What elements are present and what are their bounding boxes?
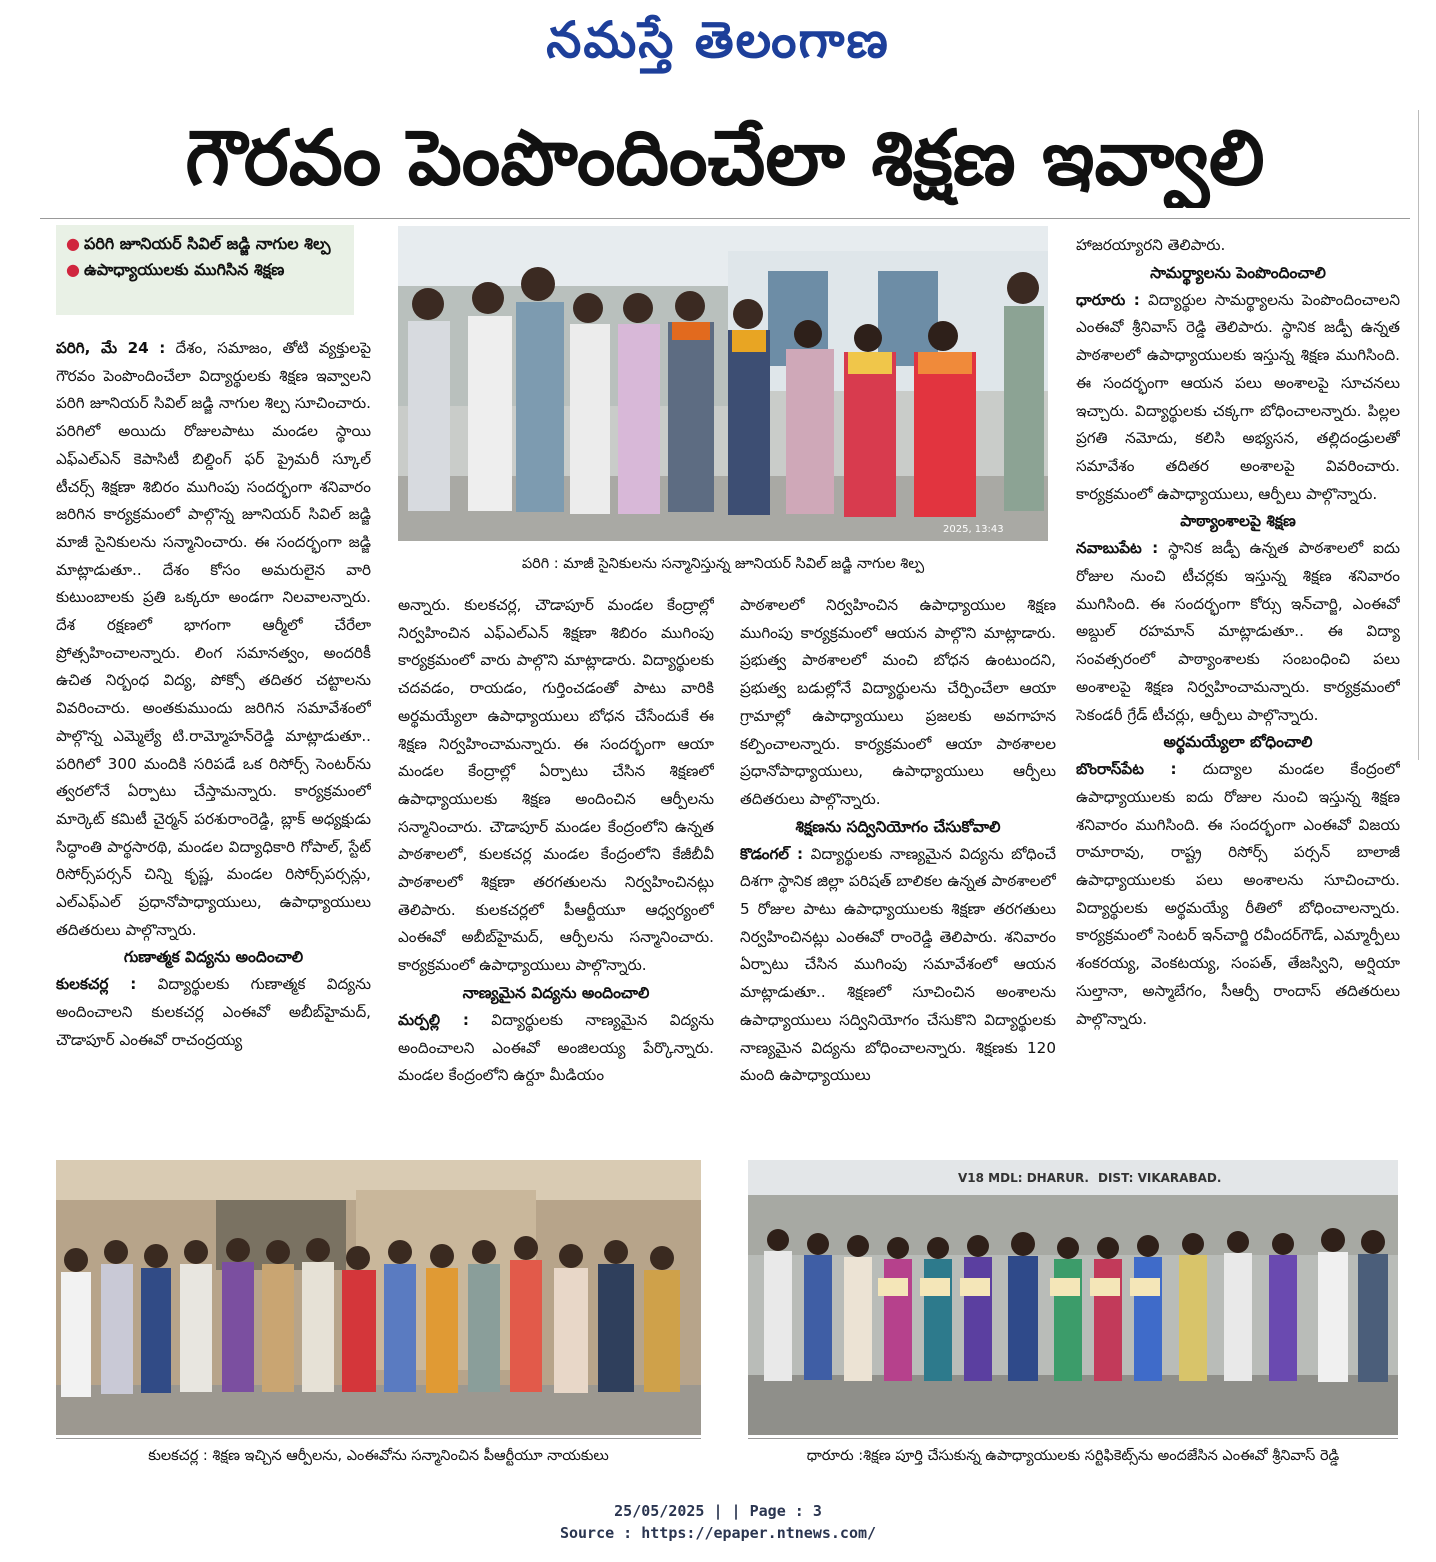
- masthead: నమస్తే తెలంగాణ: [546, 10, 890, 69]
- caption-rule: [56, 1438, 701, 1439]
- footer-date-page: 25/05/2025 | | Page : 3: [614, 1502, 822, 1520]
- top-photo-caption: పరిగి : మాజీ సైనికులను సన్మానిస్తున్న జూనియర్ సివిల్ జడ్జి నాగుల శిల్ప: [521, 556, 925, 572]
- subhead-box: [56, 225, 354, 315]
- section-paragraph: కులకచర్ల : విద్యార్థులకు గుణాత్మక విద్యను అందించాలని కులకచర్ల ఎంఈవో అబీబ్‌హైమద్, చౌడాపూర్ ఎంఈవో రాచంద్రయ్య: [56, 975, 371, 1049]
- group-photo-illustration: [56, 1160, 701, 1435]
- headline: గౌరవం పెంపొందించేలా శిక్షణ ఇవ్వాలి: [185, 113, 1265, 202]
- certificate-photo-illustration: [748, 1160, 1398, 1435]
- bottom-left-photo: [56, 1160, 701, 1435]
- section-paragraph: కొడంగల్ : విద్యార్థులకు నాణ్యమైన విద్యను బోధించే దిశగా స్థానిక జిల్లా పరిషత్ బాలికల ఉన్నత పాఠశాలలో 5 రోజుల పాటు ఉపాధ్యాయులకు శిక్షణా తరగతులు నిర్వహించినట్లు ఎంఈవో రాంరెడ్డి తెలిపారు. శనివారం ఏర్పాటు చేసిన ముగింపు సమావేశంలో ఆయన మాట్లాడుతూ.. శిక్షణలో సూచించిన అంశాలను ఉపాధ్యాయులు సద్వినియోగం చేసుకొని విద్యార్థులకు నాణ్యమైన విద్యను బోధించాలన్నారు. శిక్షణకు 120 మంది ఉపాధ్యాయులు: [740, 844, 1056, 1085]
- column-2: [398, 592, 714, 1125]
- sign-text-right: DIST: VIKARABAD.: [1098, 1171, 1222, 1185]
- right-edge-rule: [1418, 110, 1419, 760]
- top-photo: [398, 226, 1048, 541]
- photo-timestamp: 2025, 13:43: [943, 524, 1004, 535]
- bottom-right-caption: ధారూరు :శిక్షణ పూర్తి చేసుకున్న ఉపాధ్యాయులకు సర్టిఫికెట్స్‌ను అందజేసిన ఎంఈవో శ్రీనివాస్ రెడ్డి: [806, 1448, 1340, 1464]
- column-1: [56, 335, 371, 1125]
- subhead-item: ● పరిగి జూనియర్ సివిల్ జడ్జి నాగుల శిల్ప: [66, 234, 331, 253]
- section-paragraph: మర్పల్లి : విద్యార్థులకు నాణ్యమైన విద్యను అందించాలని ఎంఈవో అంజిలయ్య పేర్కొన్నారు. మండల కేంద్రంలోని ఉర్దూ మీడియం: [398, 1010, 714, 1085]
- felicitation-photo-illustration: [398, 226, 1048, 541]
- sign-text-left: V18 MDL: DHARUR.: [958, 1171, 1089, 1185]
- section-heading: పాఠ్యాంశాలపై శిక్షణ: [1180, 512, 1296, 531]
- section-heading: సామర్థ్యాలను పెంపొందించాలి: [1150, 263, 1326, 282]
- caption-rule: [748, 1438, 1398, 1439]
- section-paragraph: ధారూరు : విద్యార్థుల సామర్థ్యాలను పెంపొందించాలని ఎంఈవో శ్రీనివాస్ రెడ్డి తెలిపారు. స్థానిక జడ్పీ ఉన్నత పాఠశాలలో ఉపాధ్యాయులకు ఇస్తున్న శిక్షణ ముగిసింది. ఈ సందర్భంగా ఆయన పలు అంశాలపై సూచనలు ఇచ్చారు. విద్యార్థులకు చక్కగా బోధించాలన్నారు. పిల్లల ప్రగతి నమోదు, కలిసి అభ్యసన, తల్లిదండ్రులతో సమావేశం తదితర అంశాలపై వివరించారు. కార్యక్రమంలో ఉపాధ్యాయులు, ఆర్పీలు పాల్గొన్నారు.: [1076, 290, 1400, 503]
- footer-source: Source : https://epaper.ntnews.com/: [559, 1524, 877, 1542]
- intro-line: హాజరయ్యారని తెలిపారు.: [1076, 236, 1226, 254]
- section-heading: శిక్షణను సద్వినియోగం చేసుకోవాలి: [795, 817, 1001, 836]
- lead-paragraph: పరిగి, మే 24 : దేశం, సమాజం, తోటి వ్యక్తులపై గౌరవం పెంపొందించేలా విద్యార్థులకు శిక్షణ ఇవ్వాలని పరిగి జూనియర్ సివిల్ జడ్జి నాగుల శిల్ప సూచించారు. పరిగిలో అయిదు రోజులపాటు మండల స్థాయి ఎఫ్ఎల్ఎన్ కెపాసిటీ బిల్డింగ్ ఫర్ ప్రైమరీ స్కూల్ టీచర్స్ శిక్షణా శిబిరం ముగింపు సందర్భంగా శనివారం జరిగిన కార్యక్రమంలో పాల్గొన్న జూనియర్ సివిల్ జడ్జి మాజీ సైనికులను సన్మానించారు. ఈ సందర్భంగా జడ్జి మాట్లాడుతూ.. దేశం కోసం అమరులైన వారి కుటుంబాలకు ప్రతి ఒక్కరూ అండగా నిలవాలన్నారు. దేశ రక్షణలో భాగంగా ఆర్మీలో చేరేలా ప్రోత్సహించాలన్నారు. లింగ సమానత్వం, అందరికీ ఉచిత నిర్బంధ విద్య, పోక్సో తదితర చట్టాలను వివరించారు. అంతకుముందు జరిగిన సమావేశంలో పాల్గొన్న ఎమ్మెల్యే టి.రామ్మోహన్‌రెడ్డి మాట్లాడుతూ.. పరిగిలో 300 మందికి సరిపడే ఒక రిసోర్స్ సెంటర్‌ను త్వరలోనే ఏర్పాటు చేస్తామన్నారు. కార్యక్రమంలో మార్కెట్ కమిటీ చైర్మన్ పరశురాంరెడ్డి, బ్లాక్ అధ్యక్షుడు సిద్ధాంతి పార్థసారథి, మండల విద్యాధికారి గోపాల్, స్టేట్ రిసోర్స్‌పర్సన్ చిన్ని కృష్ణ, మండల రిసోర్స్‌పర్సన్లు, ఎల్ఎఫ్ఎల్ ప్రధానోపాధ్యాయులు, ఉపాధ్యాయులు తదితరులు పాల్గొన్నారు.: [56, 339, 371, 939]
- body-paragraph: పాఠశాలలో నిర్వహించిన ఉపాధ్యాయుల శిక్షణ ముగింపు కార్యక్రమంలో ఆయన పాల్గొని మాట్లాడారు. ప్రభుత్వ పాఠశాలలో మంచి బోధన ఉంటుందని, ప్రభుత్వ బడుల్లోనే విద్యార్థులను చేర్పించేలా ఆయా గ్రామాల్లో ఉపాధ్యాయులు ప్రజలకు అవగాహన కల్పించాలన్నారు. కార్యక్రమంలో ఆయా పాఠశాలల ప్రధానోపాధ్యాయులు, ఉపాధ్యాయులు ఆర్పీలు తదితరులు పాల్గొన్నారు.: [740, 596, 1056, 808]
- section-heading: నాణ్యమైన విద్యను అందించాలి: [462, 983, 650, 1002]
- section-paragraph: బొంరాస్‌పేట : దుద్యాల మండల కేంద్రంలో ఉపాధ్యాయులకు ఐదు రోజుల నుంచి ఇస్తున్న శిక్షణ శనివారం ముగిసింది. ఈ సందర్భంగా ఎంఈవో విజయ రామారావు, రాష్ట్ర రిసోర్స్ పర్సన్ బాలాజీ ఉపాధ్యాయులకు పలు అంశాలను సూచించారు. విద్యార్థులకు అర్థమయ్యే రీతిలో బోధించాలన్నారు. కార్యక్రమంలో సెంటర్ ఇన్‌చార్జి రవీందర్‌గౌడ్, ఎమ్మార్పీలు శంకరయ్య, వెంకటయ్య, సంపత్, తేజస్విని, అర్షియా సుల్తానా, అస్మాబేగం, సీఆర్పీ రాందాస్ తదితరులు పాల్గొన్నారు.: [1076, 760, 1400, 1028]
- subhead-item: ● ఉపాధ్యాయులకు ముగిసిన శిక్షణ: [66, 260, 285, 279]
- bullet-icon: ●: [66, 260, 80, 279]
- section-heading: అర్థమయ్యేలా బోధించాలి: [1163, 733, 1313, 752]
- headline-rule: [40, 218, 1410, 219]
- column-4: [1076, 232, 1400, 1150]
- bullet-icon: ●: [66, 234, 80, 253]
- section-paragraph: నవాబుపేట : స్థానిక జడ్పీ ఉన్నత పాఠశాలలో ఐదు రోజుల నుంచి టీచర్లకు ఇస్తున్న శిక్షణ శనివారం ముగిసింది. ఈ సందర్భంగా కోర్సు ఇన్‌చార్జి, ఎంఈవో అబ్దుల్ రహమాన్ మాట్లాడుతూ.. ఈ విద్యా సంవత్సరంలో పాఠ్యాంశాలకు సంబంధించి పలు అంశాలపై శిక్షణ నిర్వహించామన్నారు. కార్యక్రమంలో సెకండరీ గ్రేడ్ టీచర్లు, ఆర్పీలు పాల్గొన్నారు.: [1076, 539, 1400, 724]
- section-heading: గుణాత్మక విద్యను అందించాలి: [123, 948, 304, 967]
- column-3: [740, 592, 1056, 1125]
- body-paragraph: అన్నారు. కులకచర్ల, చౌడాపూర్ మండల కేంద్రాల్లో నిర్వహించిన ఎఫ్ఎల్ఎన్ శిక్షణా శిబిరం ముగింపు కార్యక్రమంలో వారు పాల్గొని మాట్లాడారు. విద్యార్థులకు చదవడం, రాయడం, గుర్తించడంతో పాటు వారికి అర్థమయ్యేలా ఉపాధ్యాయులు బోధన చేసేందుకే ఈ శిక్షణ నిర్వహించామన్నారు. ఈ సందర్భంగా ఆయా మండల కేంద్రాల్లో ఏర్పాటు చేసిన శిక్షణలో ఉపాధ్యాయులకు శిక్షణ అందించిన ఆర్పీలను సన్మానించారు. చౌడాపూర్ మండల కేంద్రంలోని ఉన్నత పాఠశాలలో, కులకచర్ల మండల కేంద్రంలోని కేజీబీవీ పాఠశాలలో శిక్షణా తరగతులను నిర్వహించినట్లు తెలిపారు. కులకచర్లలో పీఆర్టీయూ ఆధ్వర్యంలో ఎంఈవో అబీబ్‌హైమద్, ఆర్పీలను సన్మానించారు. కార్యక్రమంలో ఉపాధ్యాయులు పాల్గొన్నారు.: [398, 596, 714, 975]
- bottom-left-caption: కులకచర్ల : శిక్షణ ఇచ్చిన ఆర్పీలను, ఎంఈవోను సన్మానించిన పీఆర్టీయూ నాయకులు: [148, 1448, 609, 1464]
- dateline: పరిగి, మే 24 :: [56, 339, 166, 357]
- bottom-right-photo: [748, 1160, 1398, 1435]
